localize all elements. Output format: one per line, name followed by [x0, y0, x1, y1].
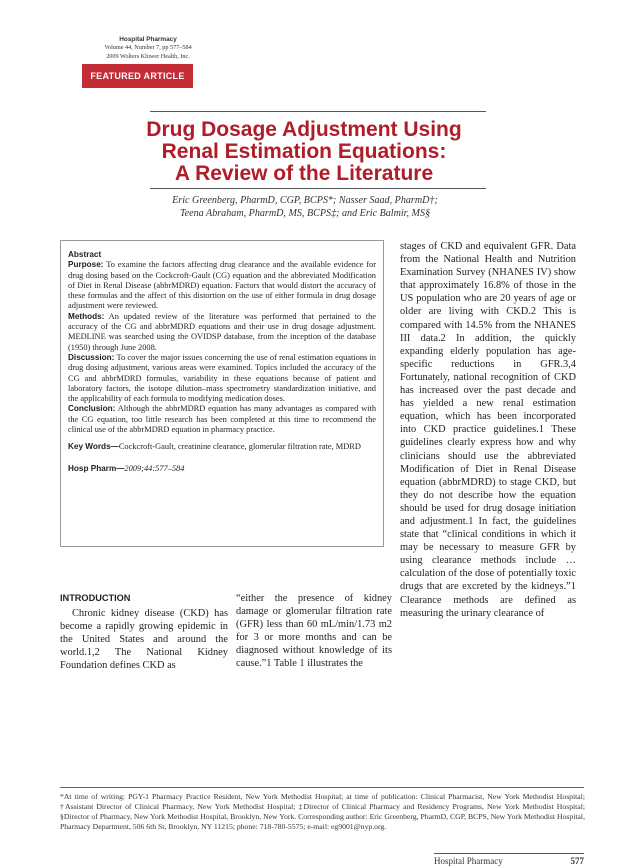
middle-column-text — [236, 592, 392, 671]
article-title — [124, 119, 484, 185]
abstract-keywords — [68, 442, 376, 452]
journal-copyright: 2009 Wolters Kluwer Health, Inc. — [106, 52, 190, 60]
keywords-text: Cockcroft-Gault, creatinine clearance, glomerular filtration rate, MDRD — [118, 442, 361, 452]
featured-article-banner: FEATURED ARTICLE — [82, 64, 193, 88]
title-top-rule — [150, 111, 486, 112]
methods-label: Methods: — [68, 311, 105, 321]
author-list — [124, 194, 486, 220]
introduction-paragraph: Chronic kidney disease (CKD) has become a rapidly growing epidemic in the United States and around the world.1,2 The National Kidney Foundation defines CKD as — [60, 608, 228, 672]
title-line-2: Renal Estimation Equations: — [161, 140, 447, 163]
abstract-citation — [68, 464, 376, 474]
conclusion-text: Although the abbrMDRD equation has many advantages as compared with the CG equation, too little research has been completed at this time to recommend the clinical use of the abbrMDRD equation in pharmacy practice. — [68, 404, 377, 435]
purpose-text: To examine the factors affecting drug clearance and the available evidence for drug dosing based on the Cockcroft-Gault (CG) equation and the abbreviated Modification of Diet in Renal Disease (abbrMDRD) equation. Factors that would distort the accuracy of these formulas and the affect of this distortion on the use of either formula in drug dosage adjustment were reviewed. — [68, 260, 376, 311]
abstract-purpose — [68, 260, 376, 311]
authors-line-2: Teena Abraham, PharmD, MS, BCPS‡; and Eric Balmir, MS§ — [179, 208, 431, 219]
purpose-label: Purpose: — [68, 260, 104, 270]
footer-journal-name: Hospital Pharmacy — [434, 856, 503, 866]
footer-rule — [434, 853, 584, 854]
right-column-text — [400, 240, 576, 620]
abstract-methods — [68, 312, 376, 353]
journal-info — [92, 36, 204, 61]
title-line-1: Drug Dosage Adjustment Using — [146, 118, 462, 141]
citation-text: 2009;44:577–584 — [124, 463, 185, 473]
middle-column-paragraph: “either the presence of kidney damage or glomerular filtration rate (GFR) less than 60 mL/min/1.73 m2 for 3 or more months and can be diagnosed without knowledge of its cause.”1 Table 1 illustrates the — [236, 593, 392, 670]
page-footer — [434, 856, 584, 866]
discussion-text: To cover the major issues concerning the use of renal estimation equations in drug dosing adjustment, various areas were examined. Topics included the accuracy of the CG and abbrMDRD formulas, variability in these equations because of patient and laboratory factors, the isotope dilution–mass spectrometry standardization initiative, and the applicability of each formula to modifying medication doses. — [68, 352, 376, 404]
introduction-heading: INTRODUCTION — [60, 593, 131, 603]
footnote-rule — [60, 787, 584, 788]
conclusion-label: Conclusion: — [68, 404, 116, 414]
abstract-heading: Abstract — [68, 250, 102, 259]
right-column-paragraph: stages of CKD and equivalent GFR. Data from the National Health and Nutrition Examination Survey (NHANES IV) show that approximately 16.8% of those in the US population who are 20 years of age or older are living with CKD.2 This is compared with 14.5% from the NHANES III data.2 In addition, the quickly expanding elderly population has age-specific reductions in GFR.3,4 Fortunately, national recognition of CKD has increased over the past decade and has yielded a new renal estimation equation, which has been incorporated into CKD practice guidelines.1 These guidelines clearly express how and why clinicians should use the abbreviated Modification of Diet in Renal Disease equation (abbrMDRD) to stage CKD, but they do not describe how the equation should be used for drug dosage initiation and adjustment.1 In fact, the guidelines state that “clinical conditions in which it may be necessary to measure GFR by using clearance methods include … calculation of the dose of potentially toxic drugs that are excreted by the kidneys.”1 Clearance methods are defined as measuring the urinary clearance of — [400, 241, 576, 619]
citation-label: Hosp Pharm— — [68, 463, 125, 473]
title-line-3: A Review of the Literature — [174, 162, 434, 185]
authors-line-1: Eric Greenberg, PharmD, CGP, BCPS*; Nasser Saad, PharmD†; — [172, 195, 438, 206]
author-footnote: *At time of writing: PGY-1 Pharmacy Practice Resident, New York Methodist Hospital; at time of publication: Clinical Pharmacist, New York Methodist Hospital; †Assistant Director of Clinical Pharmacy, New York Methodist Hospital; ‡Director of Clinical Pharmacy and Residency Programs, New York Methodist Hospital; §Director of Pharmacy, New York Methodist Hospital, Brooklyn, New York. Corresponding author: Eric Greenberg, PharmD, CGP, BCPS, New York Methodist Hospital, Pharmacy Department, 506 6th St, Brooklyn, NY 11215; phone: 718-780-5575; e-mail: eg9001@nyp.org. — [60, 792, 585, 831]
journal-volume: Volume 44, Number 7, pp 577–584 — [104, 44, 192, 52]
abstract-discussion — [68, 353, 376, 404]
keywords-label: Key Words— — [68, 442, 119, 452]
title-bottom-rule — [150, 188, 486, 189]
abstract-box — [60, 240, 384, 547]
methods-text: An updated review of the literature was performed that pertained to the accuracy of the CG and abbrMDRD equations and their use in drug dosage adjustment. MEDLINE was searched using the OVIDSP database, from the inception of the database (1950) through June 2008. — [68, 311, 376, 352]
page-number: 577 — [570, 856, 584, 866]
abstract-conclusion — [68, 404, 376, 435]
journal-name: Hospital Pharmacy — [119, 36, 177, 43]
introduction-section — [60, 592, 228, 673]
discussion-label: Discussion: — [68, 352, 115, 362]
